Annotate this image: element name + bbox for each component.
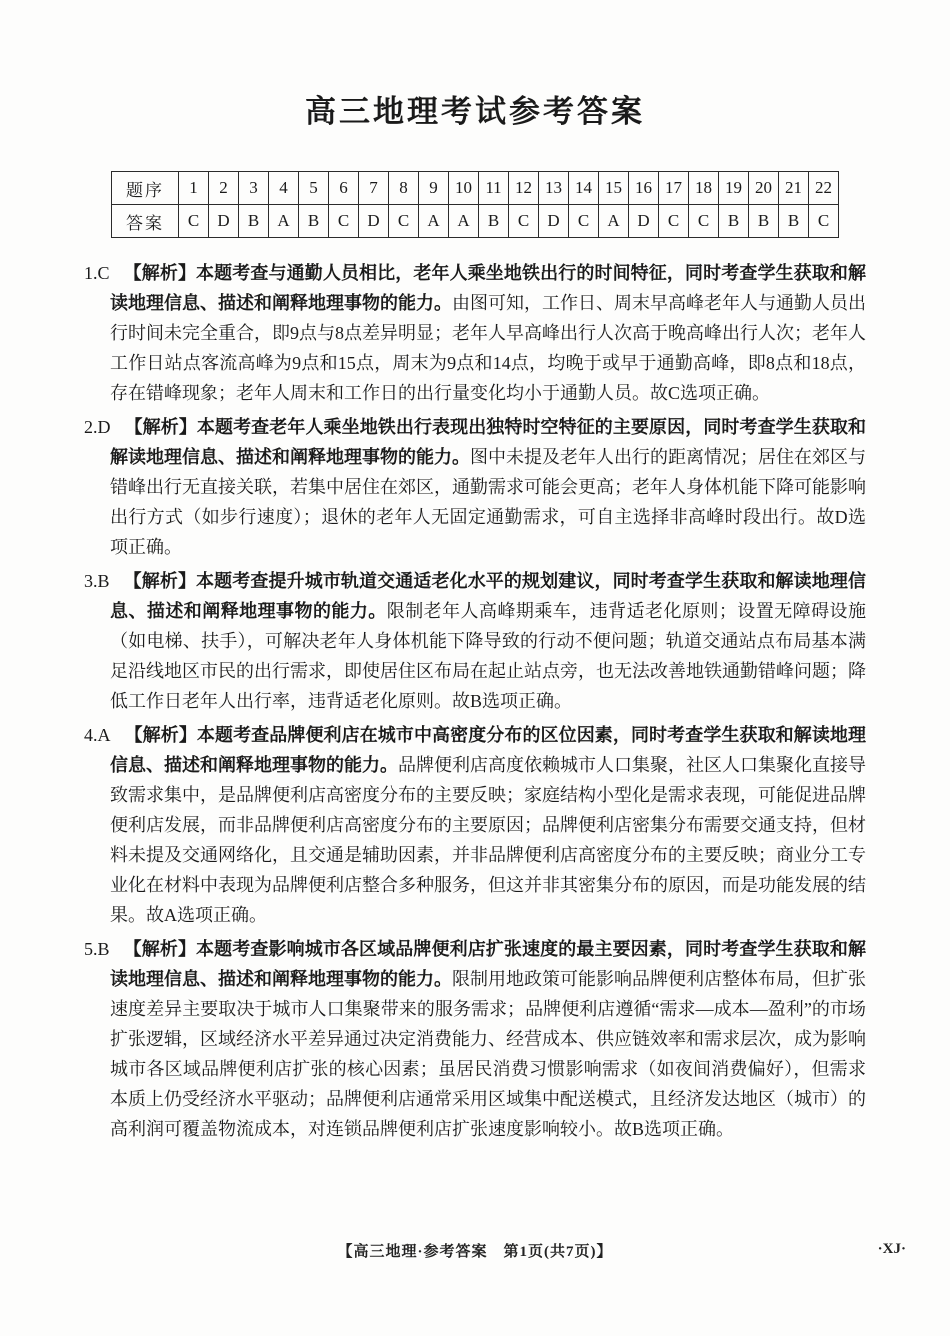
answer-letter-cell: C — [329, 205, 359, 238]
answer-letter-cell: C — [179, 205, 209, 238]
analysis-body-text: 限制用地政策可能影响品牌便利店整体布局，但扩张速度差异主要取决于城市人口集聚带来的服务需求；品牌便利店遵循“需求—成本—盈利”的市场扩张逻辑，区域经济水平差异通过决定消费能力、经营成本、供应链效率和需求层次，成为影响城市各区域品牌便利店扩张的核心因素；虽居民消费习惯影响需求（如夜间消费偏好），但需求本质上仍受经济水平驱动；品牌便利店通常采用区域集中配送模式，且经济发达地区（城市）的高利润可覆盖物流成本，对连锁品牌便利店扩张速度影响较小。故B选项正确。 — [110, 969, 866, 1139]
question-number-cell: 5 — [299, 172, 329, 205]
analysis-lead-bold: 【解析】本题考查影响城市各区域品牌便利店扩张速度的最主要因素，同时考查学生获取和解读地理信息、描述和阐释地理事物的能力。 — [110, 939, 866, 989]
question-number-cell: 21 — [779, 172, 809, 205]
answer-letter-cell: C — [659, 205, 689, 238]
question-number-cell: 8 — [389, 172, 419, 205]
analysis-lead-bold: 【解析】本题考查品牌便利店在城市中高密度分布的区位因素，同时考查学生获取和解读地理信息、描述和阐释地理事物的能力。 — [110, 725, 866, 775]
answer-letter-cell: A — [599, 205, 629, 238]
question-answer-label: 2.D — [84, 417, 111, 437]
answer-letter-cell: B — [299, 205, 329, 238]
analysis-lead-bold: 【解析】本题考查老年人乘坐地铁出行表现出独特时空特征的主要原因，同时考查学生获取和解读地理信息、描述和阐释地理事物的能力。 — [110, 417, 866, 467]
question-number-cell: 15 — [599, 172, 629, 205]
question-number-cell: 22 — [809, 172, 839, 205]
page-title: 高三地理考试参考答案 — [305, 94, 645, 129]
explanation-paragraph — [84, 934, 866, 1144]
analysis-lead-bold: 【解析】本题考查提升城市轨道交通适老化水平的规划建议，同时考查学生获取和解读地理信息、描述和阐释地理事物的能力。 — [110, 571, 866, 621]
answer-letter-cell: A — [419, 205, 449, 238]
explanation-paragraph — [84, 720, 866, 930]
question-number-cell: 4 — [269, 172, 299, 205]
footer-edition-code: ·XJ· — [877, 1241, 906, 1257]
analysis-body-text: 限制老年人高峰期乘车，违背适老化原则；设置无障碍设施（如电梯、扶手），可解决老年人身体机能下降导致的行动不便问题；轨道交通站点布局基本满足沿线地区市民的出行需求，即使居住区布局在起止站点旁，也无法改善地铁通勤错峰问题；降低工作日老年人出行率，违背适老化原则。故B选项正确。 — [110, 601, 866, 711]
answer-letter-cell: C — [689, 205, 719, 238]
question-number-cell: 20 — [749, 172, 779, 205]
question-number-cell: 2 — [209, 172, 239, 205]
answer-letter-cell: B — [779, 205, 809, 238]
explanations-section — [84, 258, 866, 1144]
explanation-paragraph — [84, 412, 866, 562]
answer-letter-cell: B — [749, 205, 779, 238]
analysis-body-text: 图中未提及老年人出行的距离情况；居住在郊区与错峰出行无直接关联，若集中居住在郊区，通勤需求可能会更高；老年人身体机能下降可能影响出行方式（如步行速度）；退休的老年人无固定通勤需求，可自主选择非高峰时段出行。故D选项正确。 — [110, 447, 866, 557]
answer-row-label: 答案 — [112, 205, 179, 238]
question-number-cell: 11 — [479, 172, 509, 205]
question-number-cell: 16 — [629, 172, 659, 205]
question-number-cell: 7 — [359, 172, 389, 205]
answer-letter-cell: C — [569, 205, 599, 238]
page-footer — [0, 1240, 950, 1261]
explanation-paragraph — [84, 258, 866, 408]
answer-letter-cell: D — [629, 205, 659, 238]
question-number-row-label: 题序 — [112, 172, 179, 205]
answer-letter-cell: A — [449, 205, 479, 238]
analysis-body-text: 由图可知，工作日、周末早高峰老年人与通勤人员出行时间未完全重合，即9点与8点差异明显；老年人早高峰出行人次高于晚高峰出行人次；老年人工作日站点客流高峰为9点和15点，周末为9点和14点，均晚于或早于通勤高峰，即8点和18点，存在错峰现象；老年人周末和工作日的出行量变化均小于通勤人员。故C选项正确。 — [110, 293, 866, 403]
question-number-cell: 10 — [449, 172, 479, 205]
answer-letter-cell: A — [269, 205, 299, 238]
question-number-cell: 13 — [539, 172, 569, 205]
answer-letter-cell: B — [239, 205, 269, 238]
answer-letter-cell: D — [209, 205, 239, 238]
footer-page-info: 【高三地理·参考答案 第1页(共7页)】 — [337, 1244, 613, 1260]
question-number-cell: 17 — [659, 172, 689, 205]
question-answer-label: 3.B — [84, 571, 110, 591]
question-number-cell: 3 — [239, 172, 269, 205]
analysis-lead-bold: 【解析】本题考查与通勤人员相比，老年人乘坐地铁出行的时间特征，同时考查学生获取和解读地理信息、描述和阐释地理事物的能力。 — [110, 263, 866, 313]
answer-letter-cell: D — [539, 205, 569, 238]
answer-letter-cell: C — [389, 205, 419, 238]
question-number-cell: 12 — [509, 172, 539, 205]
question-number-cell: 1 — [179, 172, 209, 205]
answer-letter-cell: C — [509, 205, 539, 238]
question-answer-label: 4.A — [84, 725, 111, 745]
answer-table-answer-row — [112, 205, 839, 238]
explanation-paragraph — [84, 566, 866, 716]
answer-letter-cell: B — [479, 205, 509, 238]
question-number-cell: 19 — [719, 172, 749, 205]
question-number-cell: 9 — [419, 172, 449, 205]
analysis-body-text: 品牌便利店高度依赖城市人口集聚，社区人口集聚化直接导致需求集中，是品牌便利店高密度分布的主要反映；家庭结构小型化是需求表现，可能促进品牌便利店发展，而非品牌便利店高密度分布的主要原因；品牌便利店密集分布需要交通支持，但材料未提及交通网络化，且交通是辅助因素，并非品牌便利店高密度分布的主要反映；商业分工专业化在材料中表现为品牌便利店整合多种服务，但这并非其密集分布的原因，而是功能发展的结果。故A选项正确。 — [110, 755, 866, 925]
question-answer-label: 5.B — [84, 939, 110, 959]
question-number-cell: 18 — [689, 172, 719, 205]
answer-letter-cell: C — [809, 205, 839, 238]
answer-table-number-row — [112, 172, 839, 205]
question-answer-label: 1.C — [84, 263, 110, 283]
question-number-cell: 6 — [329, 172, 359, 205]
question-number-cell: 14 — [569, 172, 599, 205]
answer-table — [111, 171, 839, 238]
answer-letter-cell: D — [359, 205, 389, 238]
answer-letter-cell: B — [719, 205, 749, 238]
